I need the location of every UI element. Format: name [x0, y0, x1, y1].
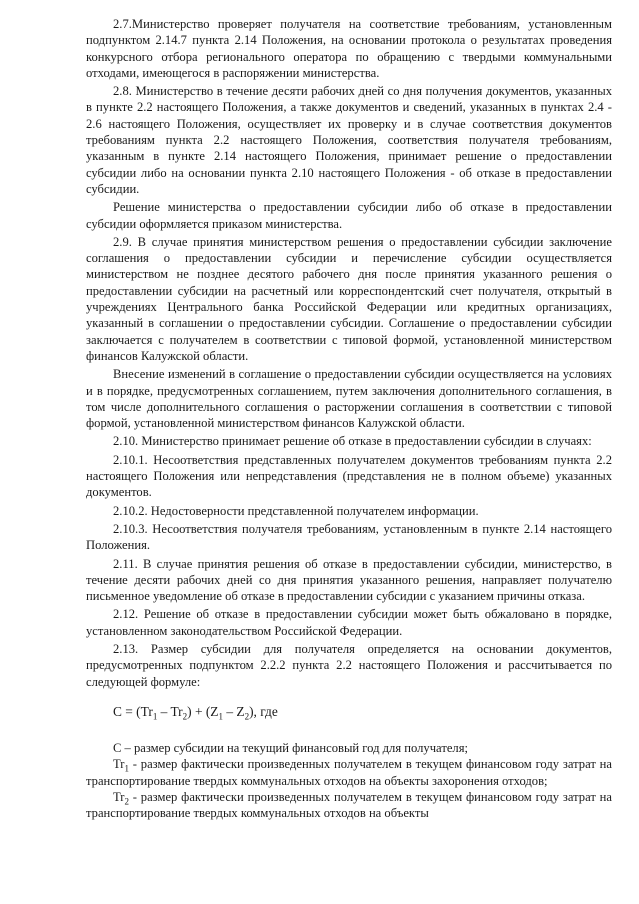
paragraph-2-9: 2.9. В случае принятия министерством решения о предоставлении субсидии заключение соглашения о предоставлении субсидии и перечисление субсидии осуществляется министерством не позднее десятого рабочего дня после принятия указанного решения о предоставлении субсидии на расчетный или корреспондентский счет получателя, открытый в учреждениях Центрального банка Российской Федерации или кредитных организациях, указанный в соглашении о предоставлении субсидии. Соглашение о предоставлении субсидии заключается с получателем в соответствии с типовой формой, установленной министерством финансов Калужской области. [86, 234, 612, 363]
paragraph-amendments: Внесение изменений в соглашение о предоставлении субсидии осуществляется на условиях и в порядке, предусмотренных соглашением, путем заключения дополнительного соглашения, в том числе дополнительного соглашения о расторжении соглашения в соответствии с типовой формой, установленной министерством финансов Калужской области. [86, 367, 612, 431]
paragraph-2-10-3: 2.10.3. Несоответствия получателя требованиям, установленным в пункте 2.14 настоящего Положения. [86, 521, 612, 553]
definition-c: C – размер субсидии на текущий финансовый год для получателя; [113, 741, 468, 756]
paragraph-2-12: 2.12. Решение об отказе в предоставлении субсидии может быть обжаловано в порядке, установленном законодательством Российской Федерации. [86, 607, 612, 638]
paragraph-2-13: 2.13. Размер субсидии для получателя определяется на основании документов, предусмотренных подпунктом 2.2.2 пункта 2.2 настоящего Положения и рассчитывается по следующей формуле: [86, 641, 612, 689]
document-page [86, 16, 612, 822]
paragraph-2-11: 2.11. В случае принятия решения об отказе в предоставлении субсидии, министерство, в течение десяти рабочих дней со дня принятия указанного решения, направляет получателю письменное уведомление об отказе в предоставлении субсидии с указанием причины отказа. [86, 556, 612, 604]
subsidy-formula: $C = (Tr_1 - Tr_2) + (Z_1 - Z_2)$, где [113, 703, 278, 722]
paragraph-2-7: 2.7.Министерство проверяет получателя на соответствие требованиям, установленным подпунктом 2.14.7 пункта 2.14 Положения, на основании протокола о результатах проведения конкурсного отбора регионального оператора по обращению с твердыми коммунальными отходами, имеющегося в распоряжении министерства. [86, 17, 612, 80]
definition-tr1: $Tr_1$ - размер фактически произведенных получателем в текущем финансовом году затрат на транспортирование твердых коммунальных отходов на объекты захоронения отходов; [86, 757, 612, 788]
paragraph-2-10: 2.10. Министерство принимает решение об отказе в предоставлении субсидии в случаях: [113, 434, 592, 449]
paragraph-decision: Решение министерства о предоставлении субсидии либо об отказе в предоставлении субсидии оформляется приказом министерства. [86, 200, 612, 231]
paragraph-2-10-1: 2.10.1. Несоответствия представленных получателем документов требованиям пункта 2.2 настоящего Положения или непредставления (представления не в полном объеме) указанных документов. [86, 452, 612, 500]
paragraph-2-10-2: 2.10.2. Недостоверности представленной получателем информации. [113, 503, 479, 518]
paragraph-2-8: 2.8. Министерство в течение десяти рабочих дней со дня получения документов, указанных в пункте 2.2 настоящего Положения, а также документов и сведений, указанных в пунктах 2.4 - 2.6 настоящего Положения, осуществляет их проверку и в случае соответствия документов требованиям пункта 2.2 настоящего Положения, соответствия получателя требованиям, указанным в пункте 2.14 настоящего Положения, принимает решение о предоставлении субсидии либо на основании пункта 2.10 настоящего Положения - об отказе в предоставлении субсидии. [86, 84, 612, 196]
definition-tr2: $Tr_2$ - размер фактически произведенных получателем в текущем финансовом году затрат на транспортирование твердых коммунальных отходов на объекты [86, 790, 612, 821]
